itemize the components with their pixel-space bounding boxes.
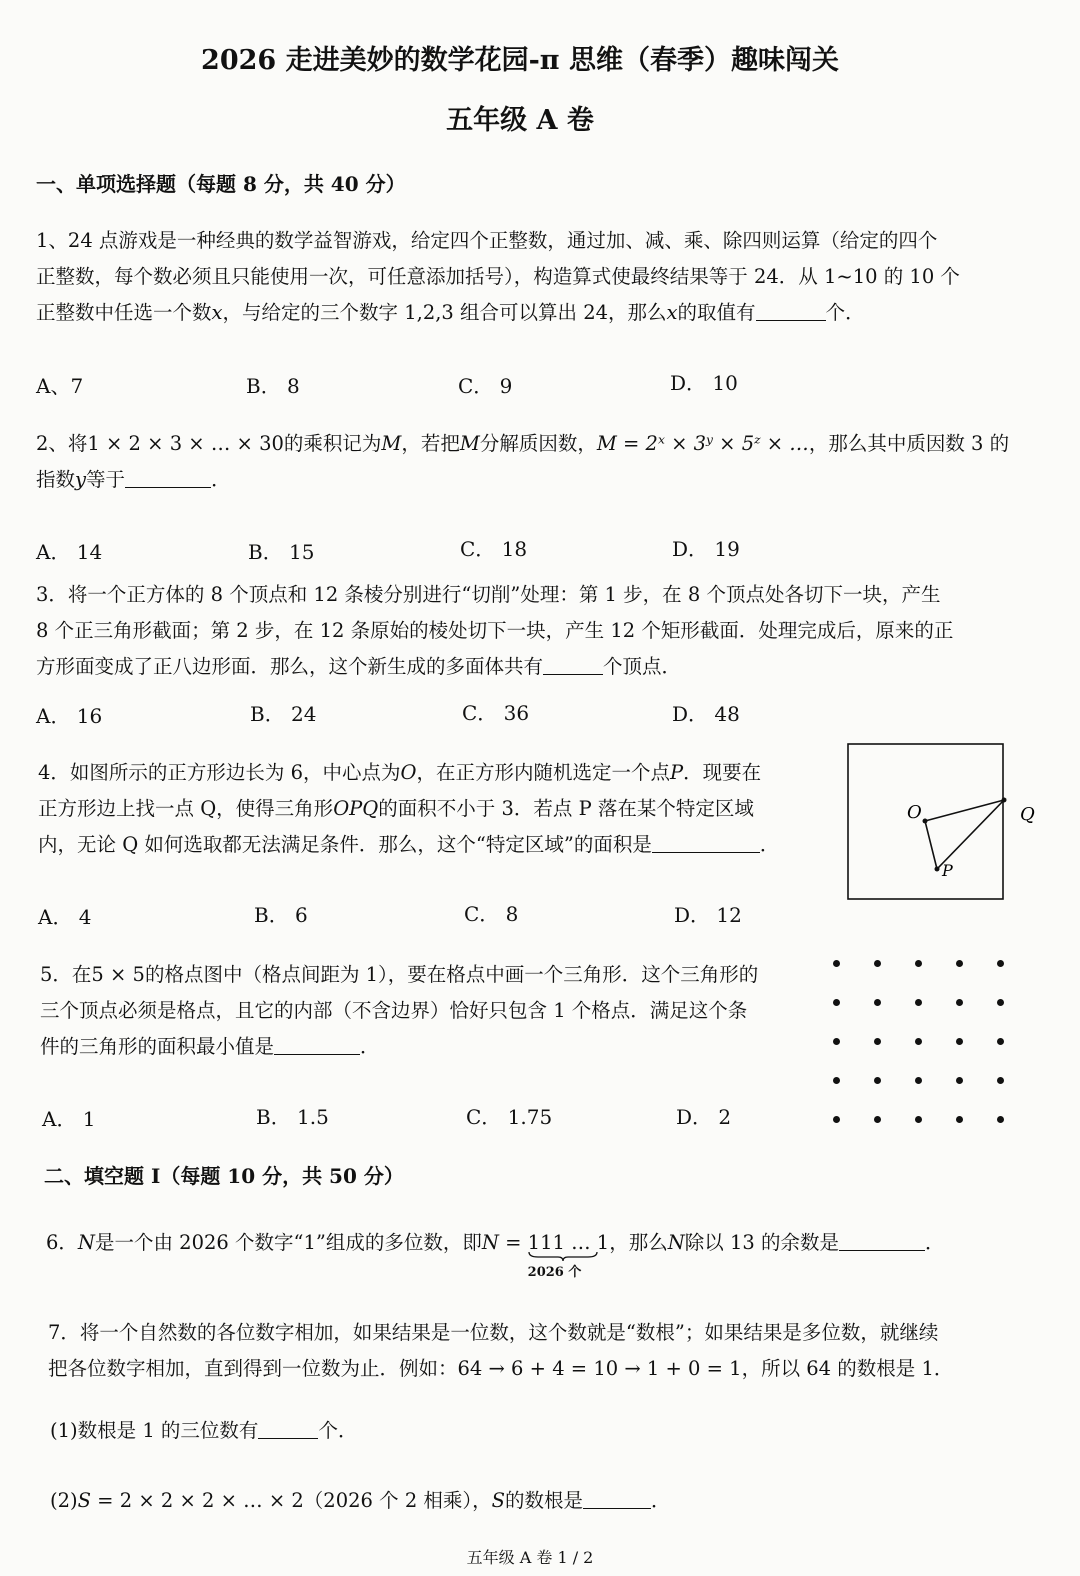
q7-line: 把各位数字相加，直到得到一位数为止．例如：64 → 6 + 4 = 10 → 1 + 0 = 1，所以 64 的数根是 1．	[48, 1357, 954, 1380]
q1-line: 正整数中任选一个数x，与给定的三个数字 1,2,3 组合可以算出 24，那么x的取值有 个．	[36, 301, 865, 324]
lattice-point	[956, 1116, 963, 1123]
question-2	[36, 426, 1009, 498]
answer-blank[interactable]	[543, 654, 603, 675]
answer-blank[interactable]	[583, 1488, 651, 1509]
lattice-point	[956, 1077, 963, 1084]
lattice-point	[833, 960, 840, 967]
answer-blank[interactable]	[652, 832, 760, 853]
lattice-point	[874, 1116, 881, 1123]
point-q	[1002, 798, 1007, 803]
lattice-point	[915, 1038, 922, 1045]
question-7-part-2: (2)S = 2 × 2 × 2 × … × 2（2026 个 2 相乘），S的数根是 ．	[50, 1489, 671, 1512]
q1-option-a[interactable]: A、7	[36, 374, 84, 398]
q7-line: 7．将一个自然数的各位数字相加，如果结果是一位数，这个数就是“数根”；如果结果是多位数，就继续	[48, 1321, 939, 1344]
lattice-point	[997, 960, 1004, 967]
answer-blank[interactable]	[274, 1034, 360, 1055]
lattice-point	[874, 960, 881, 967]
q5-line: 三个顶点必须是格点，且它的内部（不含边界）恰好只包含 1 个格点．满足这个条	[40, 999, 748, 1022]
lattice-point	[874, 999, 881, 1006]
q5-option-d[interactable]: D． 2	[676, 1105, 732, 1129]
point-p	[935, 867, 940, 872]
q1-option-d[interactable]: D． 10	[670, 371, 738, 395]
page-subtitle: 五年级 A 卷	[446, 105, 594, 136]
q5-option-a[interactable]: A． 1	[42, 1107, 96, 1131]
q1-option-c[interactable]: C． 9	[458, 374, 513, 398]
q4-option-a[interactable]: A． 4	[38, 905, 92, 929]
lattice-point	[915, 960, 922, 967]
q4-option-b[interactable]: B． 6	[254, 903, 308, 927]
question-6: 6．N是一个由 2026 个数字“1”组成的多位数，即N = 111 … 1 2026 个 ，那么N除以 13 的余数是 ．	[46, 1225, 945, 1261]
q4-line: 正方形边上找一点 Q，使得三角形OPQ的面积不小于 3．若点 P 落在某个特定区域	[38, 797, 754, 820]
lattice-point	[915, 1116, 922, 1123]
underbrace-number: 111 … 1 2026 个	[527, 1231, 610, 1280]
triangle-opq	[925, 800, 1004, 869]
page-footer: 五年级 A 卷 1 / 2	[466, 1548, 594, 1567]
q3-option-b[interactable]: B． 24	[250, 702, 317, 726]
lattice-point	[833, 1038, 840, 1045]
lattice-point	[997, 1077, 1004, 1084]
lattice-point	[915, 999, 922, 1006]
lattice-point	[833, 999, 840, 1006]
lattice-point	[833, 1116, 840, 1123]
question-1	[36, 223, 960, 331]
q3-option-c[interactable]: C． 36	[462, 701, 530, 725]
lattice-point	[997, 999, 1004, 1006]
question-7	[48, 1315, 953, 1387]
q1-option-b[interactable]: B． 8	[246, 374, 300, 398]
answer-blank[interactable]	[258, 1418, 318, 1439]
q4-line: 内，无论 Q 如何选取都无法满足条件．那么，这个“特定区域”的面积是 ．	[38, 833, 780, 856]
q5-line: 件的三角形的面积最小值是 ．	[40, 1035, 380, 1058]
label-p: P	[942, 861, 953, 880]
q5-option-c[interactable]: C． 1.75	[466, 1105, 553, 1129]
answer-blank[interactable]	[756, 300, 826, 321]
lattice-point	[997, 1038, 1004, 1045]
q4-option-d[interactable]: D． 12	[674, 903, 742, 927]
q2-option-c[interactable]: C． 18	[460, 537, 528, 561]
lattice-point	[997, 1116, 1004, 1123]
q3-line: 方形面变成了正八边形面．那么，这个新生成的多面体共有 个顶点．	[36, 655, 682, 678]
q4-line: 4．如图所示的正方形边长为 6，中心点为O，在正方形内随机选定一个点P．现要在	[38, 761, 762, 784]
q2-option-b[interactable]: B． 15	[248, 540, 315, 564]
q2-line: 指数y等于 ．	[36, 468, 231, 491]
lattice-point	[956, 999, 963, 1006]
q4-option-c[interactable]: C． 8	[464, 902, 519, 926]
square-figure	[840, 738, 1050, 908]
question-3	[36, 577, 953, 685]
label-q: Q	[1020, 804, 1035, 825]
point-o	[923, 819, 928, 824]
q3-option-d[interactable]: D． 48	[672, 702, 740, 726]
question-4	[38, 755, 779, 863]
section-heading-choice: 一、单项选择题（每题 8 分，共 40 分）	[36, 172, 406, 196]
q3-line: 8 个正三角形截面；第 2 步，在 12 条原始的棱处切下一块，产生 12 个矩形截面．处理完成后，原来的正	[36, 619, 954, 642]
q1-line: 1、24 点游戏是一种经典的数学益智游戏，给定四个正整数，通过加、减、乘、除四则运算（给定的四个	[36, 229, 938, 252]
answer-blank[interactable]	[125, 467, 211, 488]
page-title: 2026 走进美妙的数学花园-π 思维（春季）趣味闯关	[201, 45, 839, 76]
lattice-point	[874, 1077, 881, 1084]
lattice-point	[915, 1077, 922, 1084]
q2-option-a[interactable]: A． 14	[36, 540, 103, 564]
lattice-point	[833, 1077, 840, 1084]
section-heading-fill: 二、填空题 I（每题 10 分，共 50 分）	[44, 1164, 404, 1188]
q5-line: 5．在5 × 5的格点图中（格点间距为 1），要在格点中画一个三角形．这个三角形的	[40, 963, 759, 986]
question-7-part-1: (1)数根是 1 的三位数有 个．	[50, 1419, 358, 1442]
lattice-point	[956, 960, 963, 967]
q2-option-d[interactable]: D． 19	[672, 537, 740, 561]
q1-line: 正整数，每个数必须且只能使用一次，可任意添加括号），构造算式使最终结果等于 24．从 1~10 的 10 个	[36, 265, 960, 288]
q3-line: 3．将一个正方体的 8 个顶点和 12 条棱分别进行“切削”处理：第 1 步，在 8 个顶点处各切下一块，产生	[36, 583, 941, 606]
q2-line: 2、将1 × 2 × 3 × … × 30的乘积记为M，若把M分解质因数，M = 2ˣ × 3ʸ × 5ᶻ × …，那么其中质因数 3 的	[36, 432, 1010, 455]
lattice-point	[874, 1038, 881, 1045]
q3-option-a[interactable]: A． 16	[36, 704, 103, 728]
question-5	[40, 957, 758, 1065]
lattice-point	[956, 1038, 963, 1045]
q5-option-b[interactable]: B． 1.5	[256, 1105, 329, 1129]
label-o: O	[907, 802, 922, 823]
answer-blank[interactable]	[839, 1230, 925, 1251]
